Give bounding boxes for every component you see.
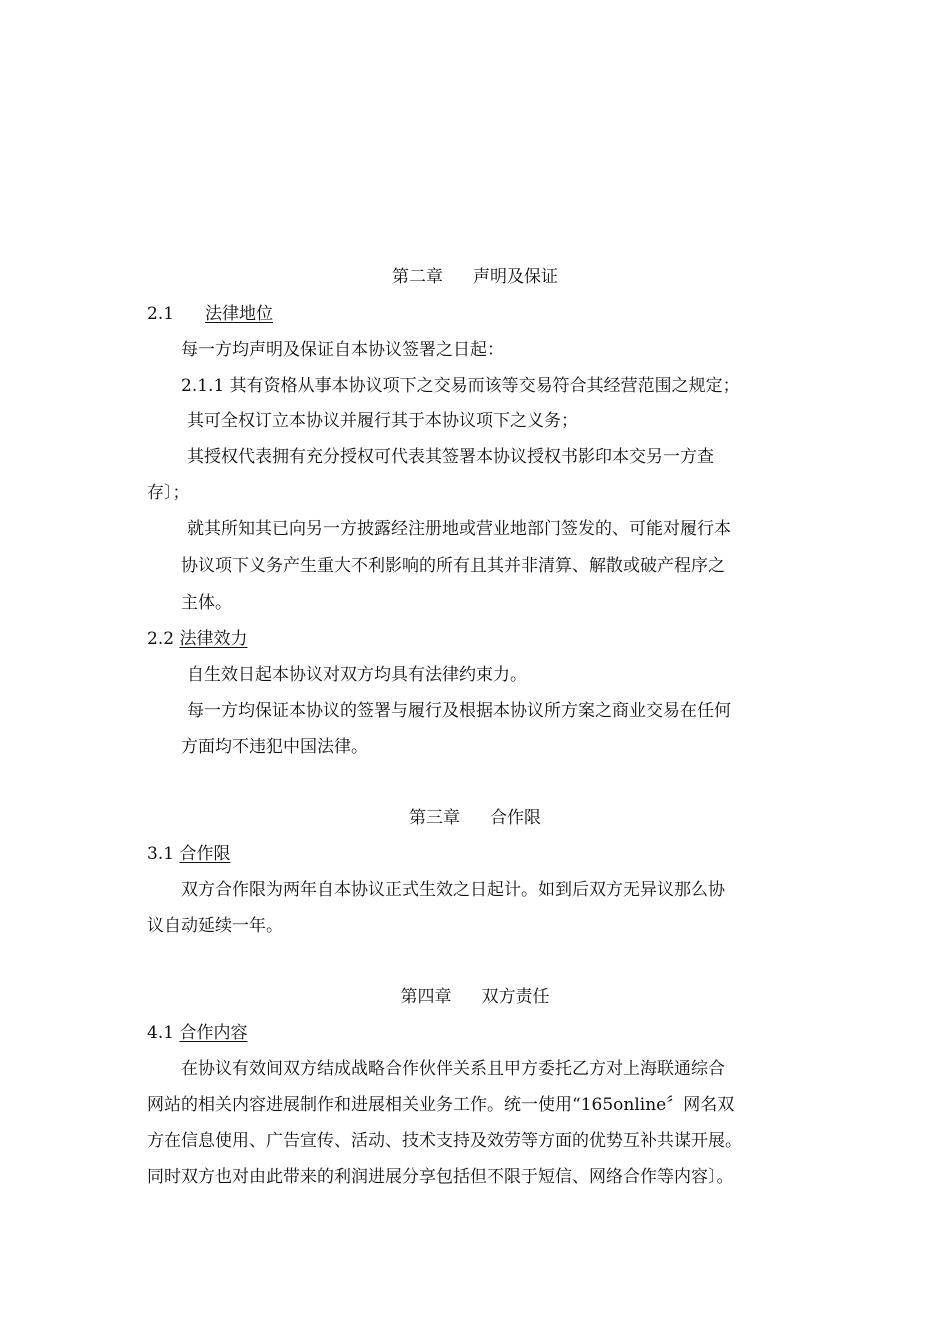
clause-2-1-1: 2.1.1 其有资格从事本协议项下之交易而该等交易符合其经营范围之规定； — [181, 376, 740, 396]
section-title: 合作限 — [179, 844, 231, 864]
paragraph-continuation: 方面均不违犯中国法律。 — [181, 737, 368, 757]
paragraph-continuation: 协议项下义务产生重大不利影响的所有且其并非清算、解散或破产程序之 — [181, 556, 725, 576]
section-title: 法律地位 — [205, 304, 274, 324]
section-3-1-heading — [147, 843, 230, 865]
paragraph: 双方合作限为两年自本协议正式生效之日起计。如到后双方无异议那么协 — [181, 880, 725, 900]
chapter-4-heading — [0, 986, 950, 1008]
section-2-2-heading — [147, 628, 247, 650]
section-number: 2.2 — [147, 629, 175, 649]
paragraph: 在协议有效间双方结成战略合作伙伴关系且甲方委托乙方对上海联通综合 — [181, 1059, 725, 1079]
paragraph-continuation: 方在信息使用、广告宣传、活动、技术支持及效劳等方面的优势互补共谋开展。 — [147, 1131, 742, 1151]
section-4-1-heading — [147, 1022, 247, 1044]
chapter-2-title: 声明及保证 — [473, 267, 558, 287]
paragraph-continuation: 议自动延续一年。 — [147, 916, 283, 936]
paragraph: 自生效日起本协议对双方均具有法律约束力。 — [187, 665, 527, 685]
section-title: 法律效力 — [179, 629, 248, 649]
paragraph-continuation: 网站的相关内容进展制作和进展相关业务工作。统一使用“165online〞网名双 — [147, 1095, 735, 1115]
chapter-2-number: 第二章 — [392, 267, 443, 287]
chapter-2-heading — [0, 266, 950, 288]
chapter-3-heading — [0, 807, 950, 829]
paragraph: 就其所知其已向另一方披露经注册地或营业地部门签发的、可能对履行本 — [187, 519, 731, 539]
paragraph-continuation: 主体。 — [181, 593, 232, 613]
paragraph-continuation: 同时双方也对由此带来的利润进展分享包括但不限于短信、网络合作等内容〕。 — [147, 1167, 734, 1187]
section-2-1-heading — [147, 303, 273, 325]
paragraph-continuation: 存〕； — [147, 483, 190, 503]
paragraph: 其授权代表拥有充分授权可代表其签署本协议授权书影印本交另一方查 — [187, 447, 714, 467]
chapter-3-title: 合作限 — [490, 808, 541, 828]
section-number: 2.1 — [147, 304, 175, 324]
chapter-4-number: 第四章 — [400, 987, 452, 1007]
chapter-3-number: 第三章 — [409, 808, 460, 828]
section-number: 3.1 — [147, 844, 175, 864]
section-title: 合作内容 — [179, 1023, 248, 1043]
paragraph: 每一方均保证本协议的签署与履行及根据本协议所方案之商业交易在任何 — [187, 701, 731, 721]
paragraph: 其可全权订立本协议并履行其于本协议项下之义务； — [187, 411, 578, 431]
section-number: 4.1 — [147, 1023, 175, 1043]
chapter-4-title: 双方责任 — [481, 987, 550, 1007]
paragraph: 每一方均声明及保证自本协议签署之日起： — [181, 340, 504, 360]
